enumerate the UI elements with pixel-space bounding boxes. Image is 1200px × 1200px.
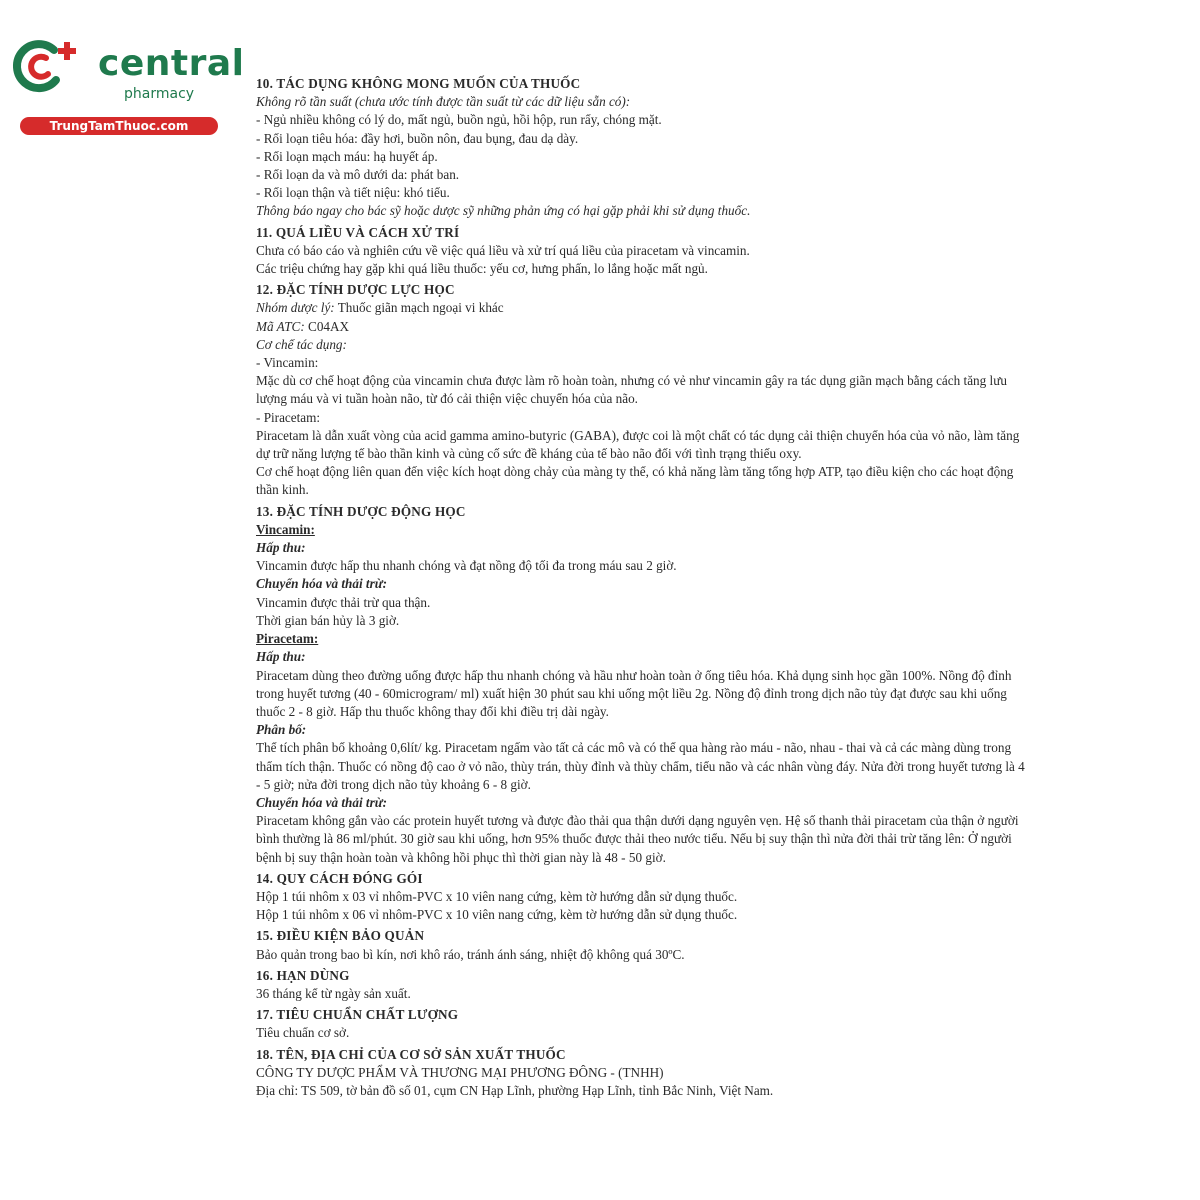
s10-item: - Rối loạn da và mô dưới da: phát ban. — [256, 167, 460, 183]
s10-intro: Không rõ tần suất (chưa ước tính được tần suất từ các dữ liệu sẵn có): — [256, 94, 631, 110]
s13-pira-abs: Piracetam dùng theo đường uống được hấp thu nhanh chóng và hầu như hoàn toàn ở ống tiêu hóa. Khả dụng sinh học gần 100%. Nồng độ đỉnh trong huyết tương (40 - 60microgram/ ml) xuất hiện 30 phút sau khi uống một liều 2g. Nồng độ đỉnh trong dịch não tủy đạt được sau khi uống thuốc 2 - 8 giờ. Hấp thu thuốc không thay đổi khi điều trị dài ngày. — [256, 667, 1012, 719]
s12-vinc-label: - Vincamin: — [256, 355, 319, 371]
s18-p1: CÔNG TY DƯỢC PHẨM VÀ THƯƠNG MẠI PHƯƠNG ĐÔNG - (TNHH) — [256, 1064, 664, 1080]
leaflet-text — [256, 75, 1026, 1100]
s12-atc-value: C04AX — [304, 318, 350, 334]
s13-pira-met-label: Chuyển hóa và thải trừ: — [256, 794, 388, 810]
s13-vinc-abs: Vincamin được hấp thu nhanh chóng và đạt nồng độ tối đa trong máu sau 2 giờ. — [256, 558, 677, 574]
s13-vinc-met2: Thời gian bán hủy là 3 giờ. — [256, 612, 400, 628]
s12-group-label: Nhóm dược lý: — [256, 300, 335, 316]
s13-pira-met: Piracetam không gắn vào các protein huyết tương và được đào thải qua thận dưới dạng nguyên vẹn. Hệ số thanh thải piracetam của thận ở người bình thường là 86 ml/phút. 30 giờ sau khi uống, hơn 95% thuốc được thải theo nước tiểu. Nếu bị suy thận thì nửa đời thải trừ tăng lên: Ở người bệnh bị suy thận hoàn toàn và không hồi phục thì thời gian này là 48 - 50 giờ. — [256, 813, 1019, 865]
central-pharmacy-logo-icon — [10, 36, 90, 96]
section-12-title: 12. ĐẶC TÍNH DƯỢC LỰC HỌC — [256, 282, 455, 298]
s12-mech-label: Cơ chế tác dụng: — [256, 336, 347, 352]
s12-group — [256, 299, 1026, 317]
section-11-title: 11. QUÁ LIỀU VÀ CÁCH XỬ TRÍ — [256, 224, 460, 240]
s14-p2: Hộp 1 túi nhôm x 06 vỉ nhôm-PVC x 10 viên nang cứng, kèm tờ hướng dẫn sử dụng thuốc. — [256, 907, 738, 923]
s10-item: - Rối loạn thận và tiết niệu: khó tiểu. — [256, 185, 450, 201]
s13-met-label: Chuyển hóa và thải trừ: — [256, 576, 388, 592]
s13-dist-label: Phân bố: — [256, 722, 307, 738]
brand-name: central — [98, 43, 245, 84]
brand-subtitle: pharmacy — [124, 86, 195, 102]
s13-abs-label: Hấp thu: — [256, 540, 306, 556]
section-15-title: 15. ĐIỀU KIỆN BẢO QUẢN — [256, 928, 425, 944]
s13-pira-name: Piracetam: — [256, 631, 319, 647]
s11-p2: Các triệu chứng hay gặp khi quá liều thuốc: yếu cơ, hưng phấn, lo lắng hoặc mất ngủ. — [256, 261, 708, 277]
s10-item: - Ngủ nhiều không có lý do, mất ngủ, buồn ngủ, hồi hộp, run rẩy, chóng mặt. — [256, 112, 662, 128]
section-10-title: 10. TÁC DỤNG KHÔNG MONG MUỐN CỦA THUỐC — [256, 76, 581, 91]
section-13-title: 13. ĐẶC TÍNH DƯỢC ĐỘNG HỌC — [256, 503, 466, 519]
s12-vinc-text: Mặc dù cơ chế hoạt động của vincamin chưa được làm rõ hoàn toàn, nhưng có vẻ như vincamin gây ra tác dụng giãn mạch bằng cách tăng lưu lượng máu và vi tuần hoàn não, từ đó cải thiện việc chuyển hóa của não. — [256, 373, 1007, 407]
s13-vinc-met1: Vincamin được thải trừ qua thận. — [256, 594, 431, 610]
section-17-title: 17. TIÊU CHUẨN CHẤT LƯỢNG — [256, 1007, 459, 1023]
s11-p1: Chưa có báo cáo và nghiên cứu về việc quá liều và xử trí quá liều của piracetam và vincamin. — [256, 242, 750, 258]
s12-pira-text1: Piracetam là dẫn xuất vòng của acid gamma amino-butyric (GABA), được coi là một chất có tác dụng cải thiện chuyển hóa của vỏ não, làm tăng dự trữ năng lượng tế bào thần kinh và củng cố sức đề kháng của tế bào não đối với tình trạng thiếu oxy. — [256, 427, 1020, 462]
s18-p2: Địa chỉ: TS 509, tờ bản đồ số 01, cụm CN Hạp Lĩnh, phường Hạp Lĩnh, tỉnh Bắc Ninh, Việt Nam. — [256, 1082, 774, 1098]
s13-pira-dist: Thể tích phân bố khoảng 0,6lít/ kg. Piracetam ngấm vào tất cả các mô và có thể qua hàng rào máu - não, nhau - thai và cả các màng dùng trong thẩm tích thận. Thuốc có nồng độ cao ở vỏ não, thùy trán, thùy đỉnh và thùy chẩm, tiểu não và các nhân vùng đáy. Nửa đời trong huyết tương là 4 - 5 giờ; nửa đời trong dịch não tủy khoảng 6 - 8 giờ. — [256, 740, 1025, 792]
s16-p1: 36 tháng kể từ ngày sản xuất. — [256, 985, 411, 1001]
s12-atc — [256, 318, 1026, 336]
s15-p1: Bảo quản trong bao bì kín, nơi khô ráo, tránh ánh sáng, nhiệt độ không quá 30ºC. — [256, 946, 685, 962]
s17-p1: Tiêu chuẩn cơ sở. — [256, 1025, 350, 1041]
brand-url[interactable]: TrungTamThuoc.com — [20, 117, 218, 135]
s10-item: - Rối loạn mạch máu: hạ huyết áp. — [256, 148, 438, 164]
s12-group-value: Thuốc giãn mạch ngoại vi khác — [334, 300, 504, 316]
s14-p1: Hộp 1 túi nhôm x 03 vỉ nhôm-PVC x 10 viên nang cứng, kèm tờ hướng dẫn sử dụng thuốc. — [256, 888, 738, 904]
s12-pira-label: - Piracetam: — [256, 409, 321, 425]
s13-pira-abs-label: Hấp thu: — [256, 649, 306, 665]
s10-note: Thông báo ngay cho bác sỹ hoặc dược sỹ những phản ứng có hại gặp phải khi sử dụng thuốc. — [256, 203, 751, 219]
section-16-title: 16. HẠN DÙNG — [256, 967, 350, 983]
section-14-title: 14. QUY CÁCH ĐÓNG GÓI — [256, 870, 423, 886]
s10-item: - Rối loạn tiêu hóa: đầy hơi, buồn nôn, đau bụng, đau dạ dày. — [256, 130, 579, 146]
s13-vinc-name: Vincamin: — [256, 521, 315, 537]
s12-pira-text2: Cơ chế hoạt động liên quan đến việc kích hoạt dòng chảy của màng ty thể, có khả năng làm tăng tổng hợp ATP, tạo điều kiện cho các hoạt động thần kinh. — [256, 464, 1014, 498]
s12-atc-label: Mã ATC: — [256, 318, 305, 334]
brand-logo[interactable] — [10, 36, 245, 136]
section-18-title: 18. TÊN, ĐỊA CHỈ CỦA CƠ SỞ SẢN XUẤT THUỐC — [256, 1046, 566, 1062]
